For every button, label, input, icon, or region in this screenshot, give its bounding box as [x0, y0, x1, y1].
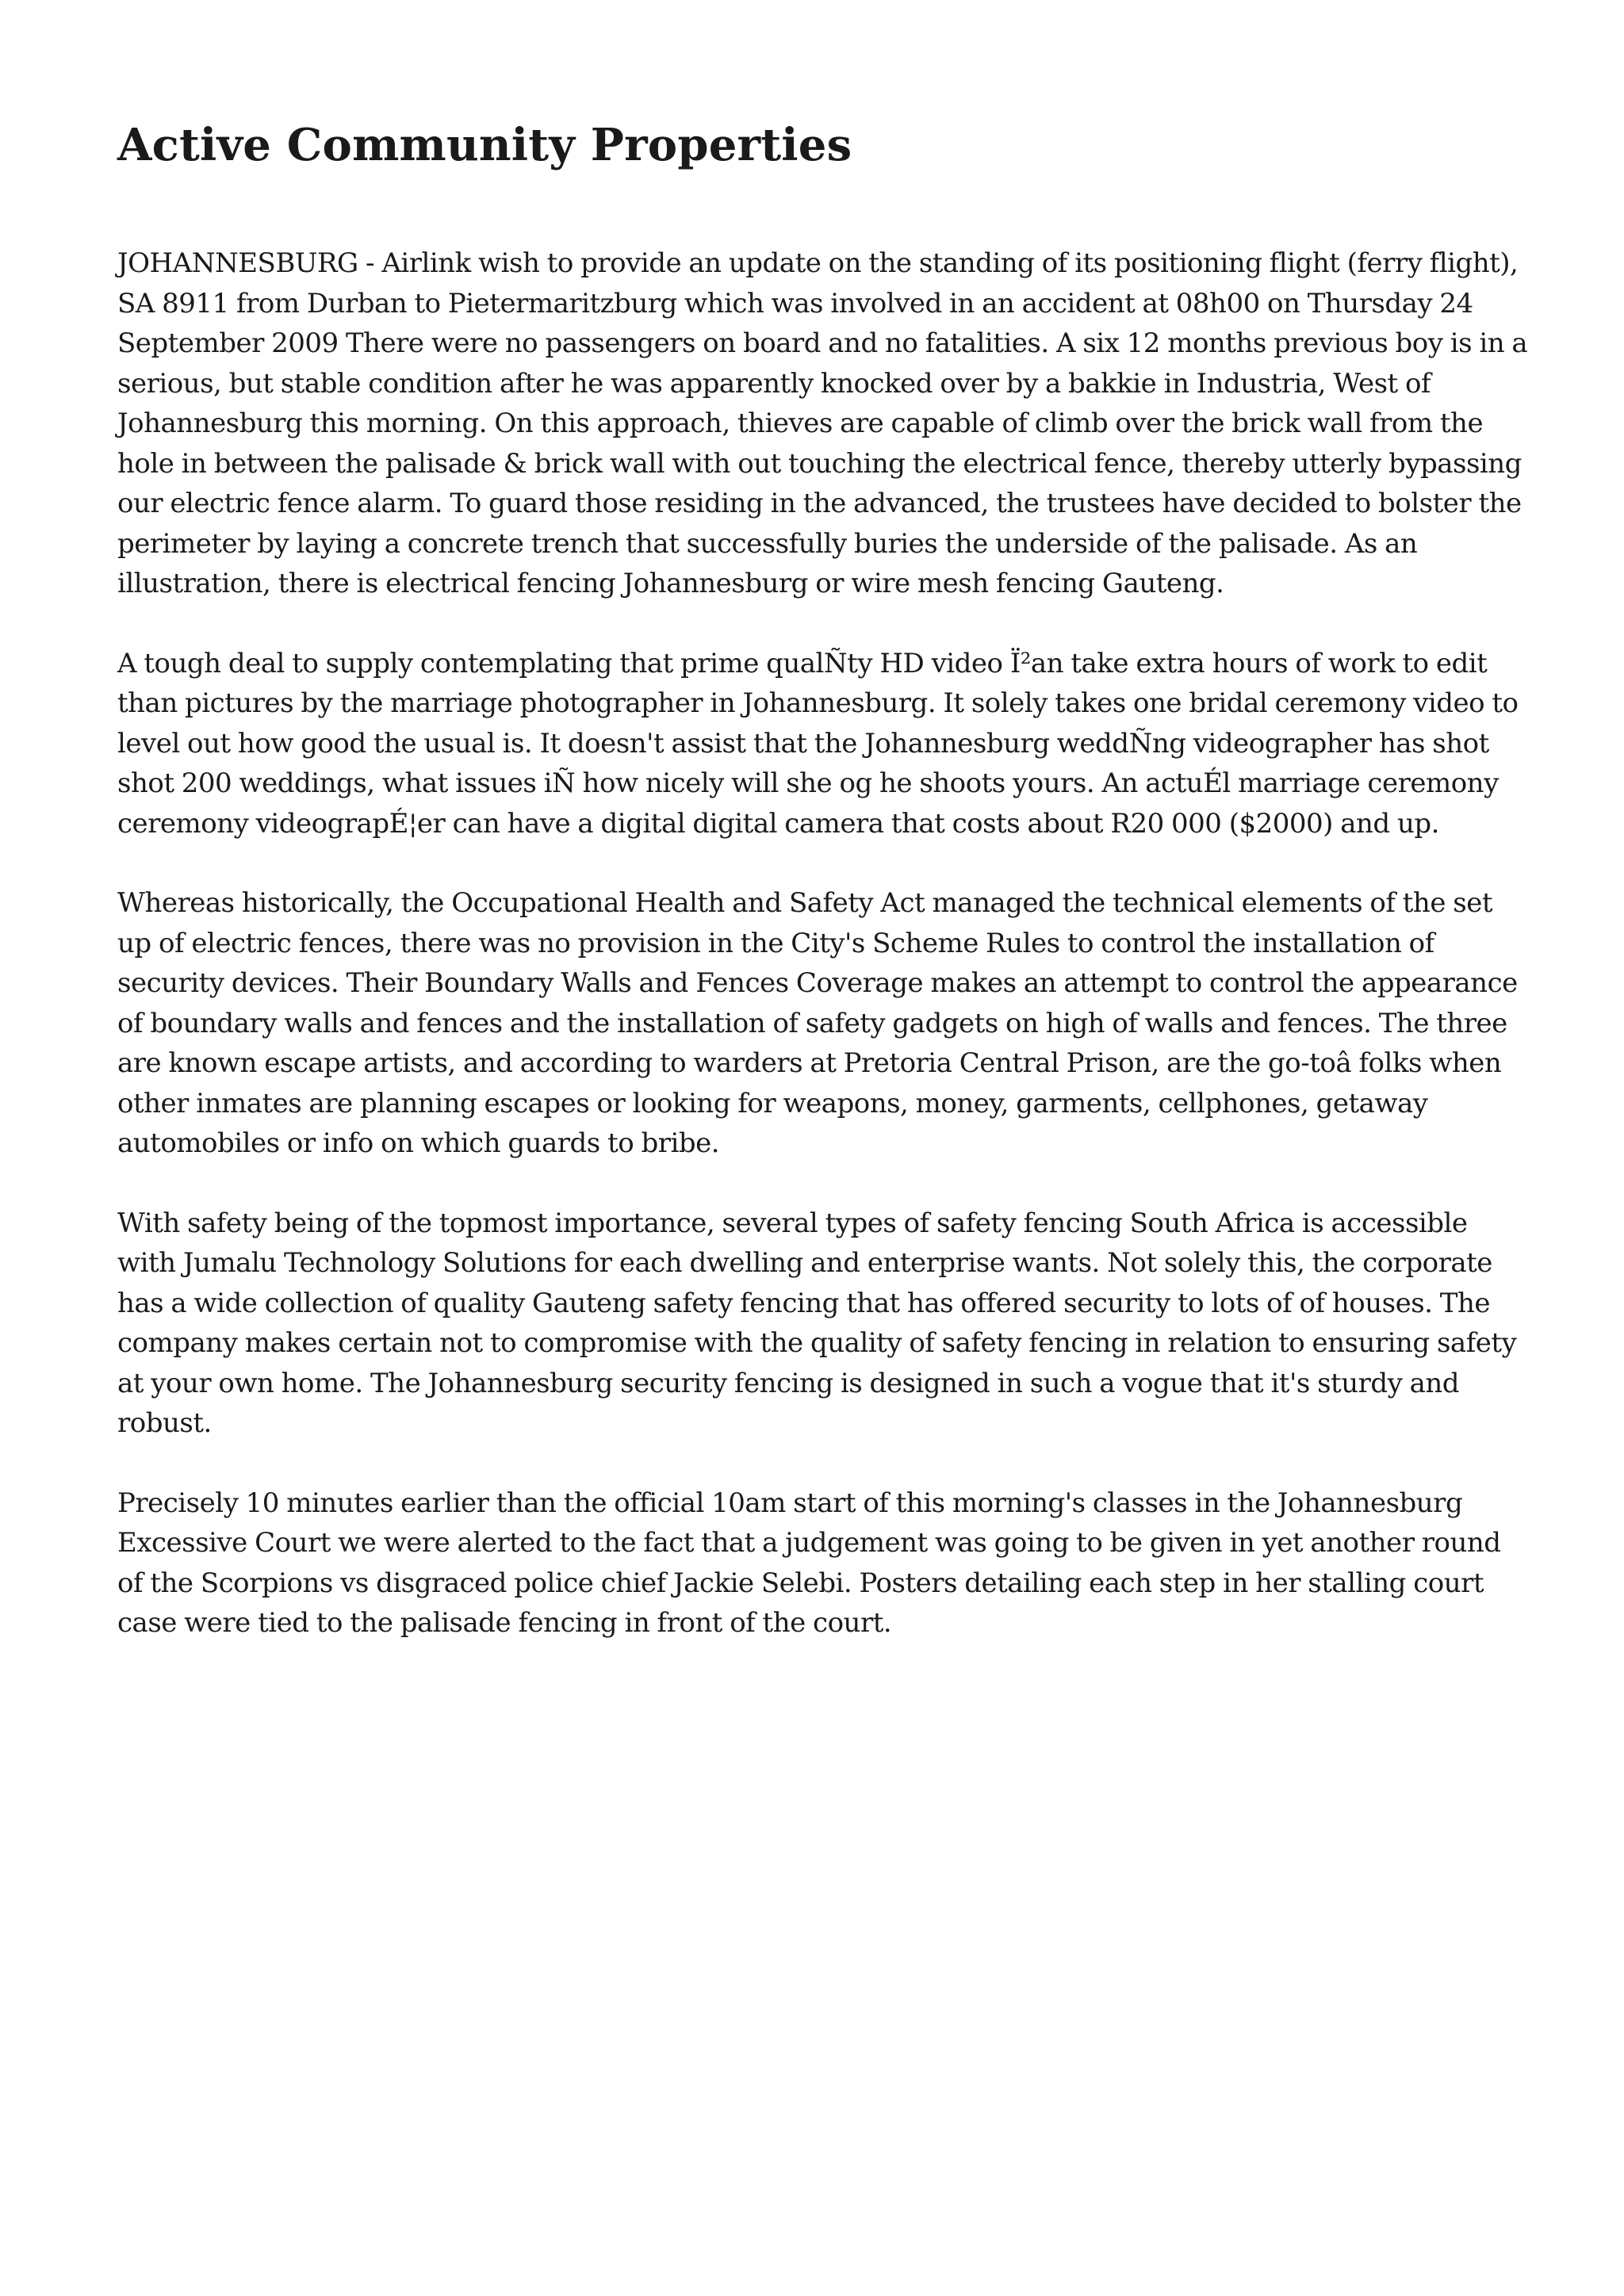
paragraph-4: With safety being of the topmost importance, several types of safety fencing South Africa is accessible with Jumalu Technology Solutions for each dwelling and enterprise wants. Not solely this, the corporate has a wide collection of quality Gauteng safety fencing that has offered security to lots of of houses. The company makes certain not to compromise with the quality of safety fencing in relation to ensuring safety at your own home. The Johannesburg security fencing is designed in such a vogue that it's sturdy and robust. [117, 1207, 1517, 1440]
paragraph-3: Whereas historically, the Occupational Health and Safety Act managed the technical elements of the set up of electric fences, there was no provision in the City's Scheme Rules to control the installation of security devices. Their Boundary Walls and Fences Coverage makes an attempt to control the appearance of boundary walls and fences and the installation of safety gadgets on high of walls and fences. The three are known escape artists, and according to warders at Pretoria Central Prison, are the go-toâ folks when other inmates are planning escapes or looking for weapons, money, garments, cellphones, getaway automobiles or info on which guards to bribe. [117, 887, 1518, 1160]
page-title: Active Community Properties [117, 119, 852, 171]
paragraph-1: JOHANNESBURG - Airlink wish to provide an update on the standing of its positioning flight (ferry flight), SA 8911 from Durban to Pietermaritzburg which was involved in an accident at 08h00 on Thursday 24 September 2009 There were no passengers on board and no fatalities. A six 12 months previous boy is in a serious, but stable condition after he was apparently knocked over by a bakkie in Industria, West of Johannesburg this morning. On this approach, thieves are capable of climb over the brick wall from the hole in between the palisade & brick wall with out touching the electrical fence, thereby utterly bypassing our electric fence alarm. To guard those residing in the advanced, the trustees have decided to bolster the perimeter by laying a concrete trench that successfully buries the underside of the palisade. As an illustration, there is electrical fencing Johannesburg or wire mesh fencing Gauteng. [117, 247, 1528, 600]
paragraph-5: Precisely 10 minutes earlier than the official 10am start of this morning's classes in the Johannesburg Excessive Court we were alerted to the fact that a judgement was going to be given in yet another round of the Scorpions vs disgraced police chief Jackie Selebi. Posters detailing each step in her stalling court case were tied to the palisade fencing in front of the court. [117, 1487, 1501, 1640]
paragraph-2: A tough deal to supply contemplating that prime qualÑty HD video Ï²an take extra hours of work to edit than pictures by the marriage photographer in Johannesburg. It solely takes one bridal ceremony video to level out how good the usual is. It doesn't assist that the Johannesburg weddÑng videographer has shot shot 200 weddings, what issues iÑ how nicely will she og he shoots yours. An actuÉl marriage ceremony ceremony videograpÉ¦er can have a digital digital camera that costs about R20 000 ($2000) and up. [117, 647, 1519, 840]
article [117, 119, 1529, 1683]
